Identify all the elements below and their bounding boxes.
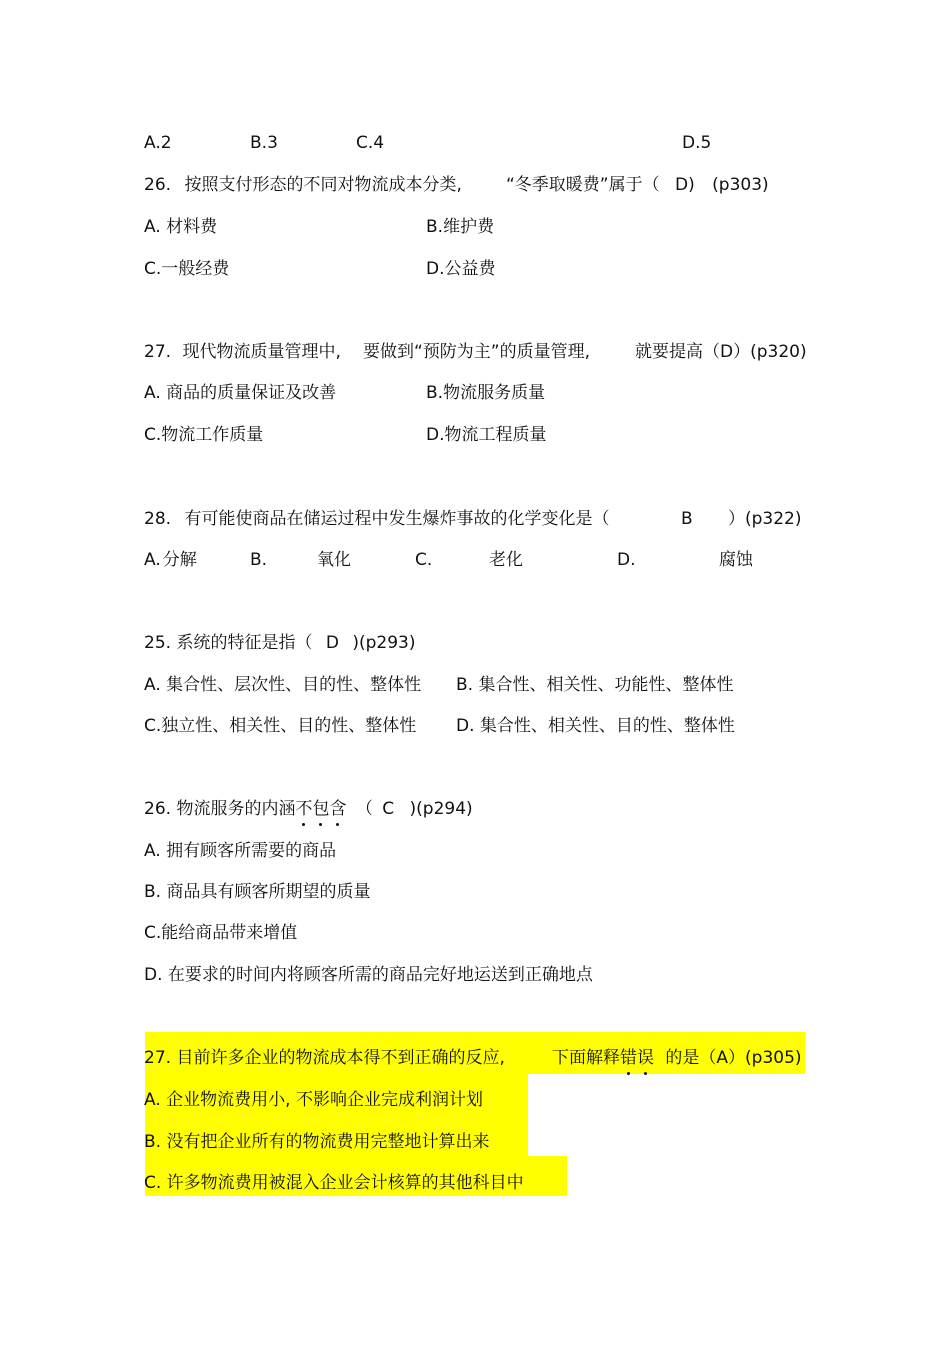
- question-26a-stem: [144, 174, 462, 196]
- question-28-stem: [144, 508, 609, 530]
- option-b: B.维护费: [426, 217, 495, 237]
- emphasis-char: 不: [295, 799, 313, 819]
- question-text: 现代物流质量管理中,: [182, 342, 341, 362]
- option-d: D. 在要求的时间内将顾客所需的商品完好地运送到正确地点: [144, 965, 593, 985]
- option-a: A. 商品的质量保证及改善: [144, 383, 337, 403]
- page-ref: ）(p322): [728, 509, 802, 529]
- option-b-letter: B.: [250, 550, 268, 570]
- option-c: C.能给商品带来增值: [144, 923, 298, 943]
- emphasis-char: 包: [312, 799, 330, 819]
- emphasis-char: 误: [637, 1048, 654, 1068]
- question-text: 按照支付形态的不同对物流成本分类,: [184, 175, 462, 195]
- page-ref: )(p294): [409, 799, 473, 819]
- page-ref: (p303): [712, 175, 769, 195]
- option-b: B. 商品具有顾客所期望的质量: [144, 882, 371, 902]
- option-c: C.物流工作质量: [144, 425, 264, 445]
- question-number: 26.: [144, 175, 172, 195]
- option-b-text: 氧化: [317, 550, 351, 570]
- question-text: 的是（A）(p305): [665, 1048, 802, 1068]
- question-text: 25. 系统的特征是指（: [144, 633, 313, 653]
- option-a: A. 集合性、层次性、目的性、整体性: [144, 675, 422, 695]
- option-c-letter: C.: [415, 550, 433, 570]
- option-a: A. 材料费: [144, 217, 218, 237]
- option-d: D. 集合性、相关性、目的性、整体性: [456, 716, 735, 736]
- option-letter: A.: [144, 550, 161, 570]
- option-a: A. 企业物流费用小, 不影响企业完成利润计划: [144, 1090, 483, 1110]
- question-number: 27.: [144, 342, 172, 362]
- question-27b-stem: 27. 目前许多企业的物流成本得不到正确的反应,: [144, 1048, 505, 1068]
- emphasis-char: 含: [329, 799, 347, 819]
- option-text: 分解: [162, 550, 197, 570]
- page-ref: )(p293): [352, 633, 416, 653]
- question-25-stem: [144, 632, 416, 654]
- question-27b-stem-tail: [552, 1047, 802, 1069]
- question-text: “冬季取暖费”属于（: [506, 175, 660, 195]
- question-26a-quote: [506, 174, 769, 196]
- question-26b-stem: [144, 798, 473, 820]
- option-c: C.4: [356, 133, 385, 153]
- option-a: A.2: [144, 133, 172, 153]
- option-a: [144, 549, 197, 571]
- option-b: B. 没有把企业所有的物流费用完整地计算出来: [144, 1132, 490, 1152]
- option-d-text: 腐蚀: [719, 550, 753, 570]
- option-c-text: 老化: [489, 550, 523, 570]
- option-d-letter: D.: [617, 550, 636, 570]
- option-c: C.一般经费: [144, 259, 230, 279]
- question-number: 28.: [144, 509, 172, 529]
- question-text: 下面解释: [552, 1048, 620, 1068]
- option-a: A. 拥有顾客所需要的商品: [144, 841, 337, 861]
- option-b: B. 集合性、相关性、功能性、整体性: [456, 675, 734, 695]
- answer: B: [681, 509, 693, 529]
- option-b: B.物流服务质量: [426, 383, 546, 403]
- answer: D): [675, 175, 695, 195]
- option-c: C. 许多物流费用被混入企业会计核算的其他科目中: [144, 1173, 524, 1193]
- emphasis-char: 错: [620, 1048, 637, 1068]
- question-text: 有可能使商品在储运过程中发生爆炸事故的化学变化是（: [184, 509, 610, 529]
- paren: （: [355, 799, 373, 819]
- option-d: D.公益费: [426, 259, 496, 279]
- option-b: B.3: [250, 133, 278, 153]
- option-d: D.物流工程质量: [426, 425, 547, 445]
- question-text: 要做到“预防为主”的质量管理,: [363, 342, 591, 362]
- answer: D: [325, 633, 339, 653]
- question-27a-stem: [144, 341, 341, 363]
- question-text: 26. 物流服务的内涵: [144, 799, 296, 819]
- option-d: D.5: [682, 133, 712, 153]
- option-c: C.独立性、相关性、目的性、整体性: [144, 716, 417, 736]
- question-text: 就要提高（D）(p320): [635, 342, 807, 362]
- answer: C: [382, 799, 395, 819]
